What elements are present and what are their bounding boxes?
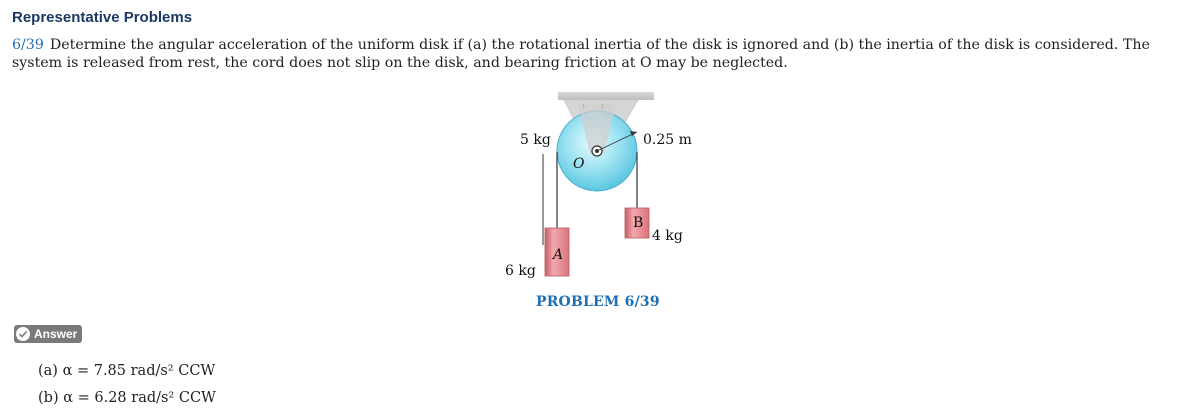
block-b-mass-label: 4 kg <box>652 228 683 244</box>
checkmark-icon <box>16 327 30 341</box>
pulley-diagram <box>480 92 740 318</box>
block-a-mass-label: 6 kg <box>505 263 536 279</box>
section-heading: Representative Problems <box>12 9 193 26</box>
problem-number: 6/39 <box>12 37 44 53</box>
answer-toggle-button[interactable] <box>14 325 82 343</box>
ceiling <box>558 92 654 100</box>
block-a-label: A <box>553 247 564 263</box>
figure-caption: PROBLEM 6/39 <box>536 294 660 310</box>
radius-label: 0.25 m <box>643 132 692 148</box>
answer-a: (a) α = 7.85 rad/s² CCW <box>38 363 216 379</box>
problem-statement <box>12 36 1190 72</box>
answer-panel <box>38 360 216 414</box>
center-label: O <box>573 156 585 172</box>
answer-b: (b) α = 6.28 rad/s² CCW <box>38 390 216 406</box>
disk-mass-label: 5 kg <box>520 132 551 148</box>
problem-figure <box>480 92 740 318</box>
answer-button-label: Answer <box>34 327 78 341</box>
problem-text: Determine the angular acceleration of the uniform disk if (a) the rotational inertia of the disk is ignored and (b) the inertia of the disk is considered. The system is released from rest, the cord does not slip on the disk, and bearing friction at O may be neglected. <box>12 37 1150 71</box>
block-b-label: B <box>633 215 644 231</box>
